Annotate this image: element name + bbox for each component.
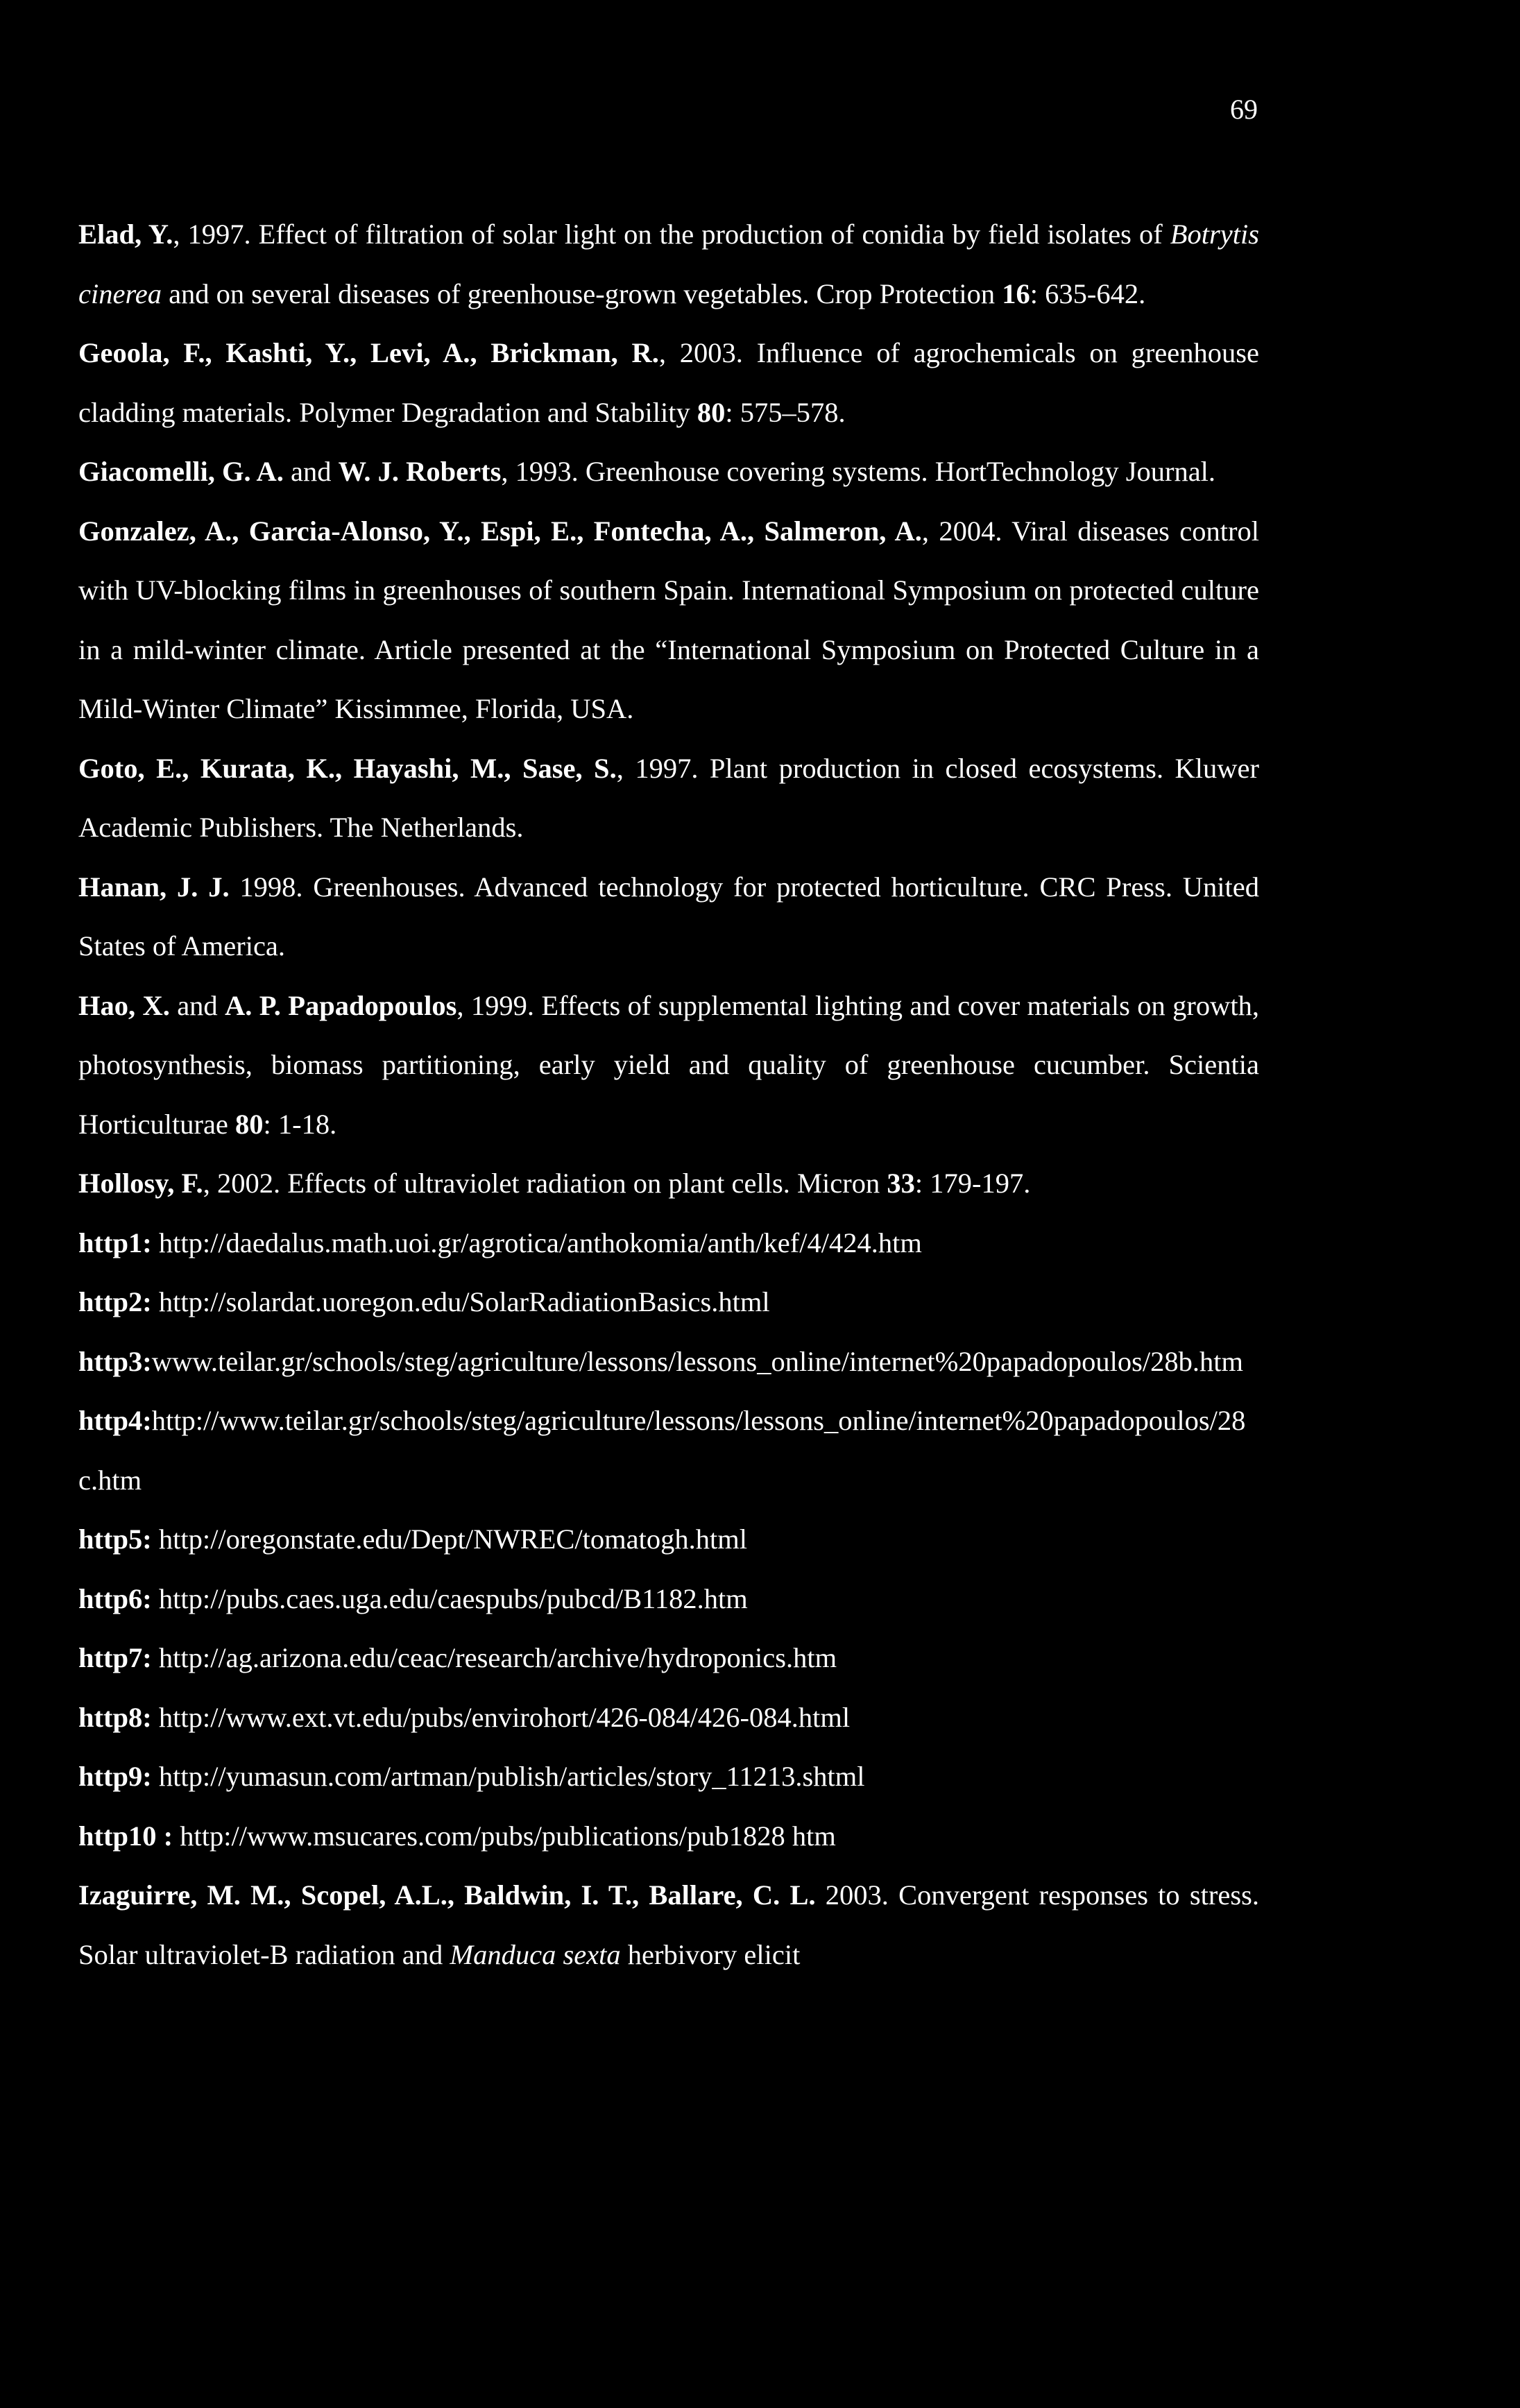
reference-text: herbivory elicit: [620, 1938, 801, 1970]
reference-conjunction: and: [283, 456, 339, 487]
reference-authors: Geoola, F., Kashti, Y., Levi, A., Brickman, R.: [78, 337, 659, 368]
reference-text: , 2003. Influence of agrochemicals on greenhouse cladding materials. Polymer Degradation and Stability: [78, 337, 1259, 428]
reference-volume: 33: [887, 1168, 915, 1199]
web-reference: [78, 1391, 1259, 1510]
reference-pages: : 179-197.: [914, 1168, 1031, 1199]
web-reference-label: http7:: [78, 1642, 152, 1673]
reference-text: 2003. Convergent responses to stress. Solar ultraviolet-B radiation and: [78, 1879, 1259, 1970]
web-reference-url: http://ag.arizona.edu/ceac/research/archive/hydroponics.htm: [151, 1642, 837, 1673]
page-number: 69: [1230, 94, 1258, 125]
reference-authors: W. J. Roberts: [338, 456, 502, 487]
reference-authors: Gonzalez, A., Garcia-Alonso, Y., Espi, E., Fontecha, A., Salmeron, A.: [78, 515, 922, 547]
reference-volume: 16: [1002, 277, 1030, 309]
reference-authors: Goto, E., Kurata, K., Hayashi, M., Sase, S.: [78, 752, 617, 784]
web-reference-url: http://www.msucares.com/pubs/publications/pub1828 htm: [173, 1820, 836, 1852]
reference-authors: Hollosy, F.: [78, 1168, 203, 1199]
web-reference: [78, 1688, 1259, 1748]
web-reference-url: www.teilar.gr/schools/steg/agriculture/lessons/lessons_online/internet%20papadopoulos/28b.htm: [151, 1345, 1244, 1377]
web-reference-url: http://pubs.caes.uga.edu/caespubs/pubcd/B1182.htm: [151, 1582, 748, 1614]
web-reference-label: http3:: [78, 1345, 152, 1377]
web-reference-url: http://yumasun.com/artman/publish/articles/story_11213.shtml: [151, 1761, 865, 1792]
web-reference: [78, 1807, 1259, 1866]
web-reference-label: http5:: [78, 1523, 152, 1555]
web-reference-label: http2:: [78, 1286, 152, 1317]
reference-text: , 1997. Plant production in closed ecosystems. Kluwer Academic Publishers. The Netherlands.: [78, 752, 1259, 843]
reference-volume: 80: [235, 1108, 264, 1140]
reference-text: , 2002. Effects of ultraviolet radiation on plant cells. Micron: [203, 1168, 887, 1199]
reference-entry: [78, 442, 1259, 502]
reference-conjunction: and: [169, 989, 225, 1021]
reference-authors: Hao, X.: [78, 989, 170, 1021]
web-reference: [78, 1569, 1259, 1629]
reference-authors: Giacomelli, G. A.: [78, 456, 284, 487]
web-reference: [78, 1272, 1259, 1332]
web-reference: [78, 1213, 1259, 1273]
web-reference-url: http://oregonstate.edu/Dept/NWREC/tomatogh.html: [151, 1523, 748, 1555]
reference-entry: [78, 323, 1259, 442]
web-reference-url: http://solardat.uoregon.edu/SolarRadiationBasics.html: [151, 1286, 770, 1317]
web-reference-url: http://www.ext.vt.edu/pubs/envirohort/426-084/426-084.html: [151, 1701, 851, 1733]
web-reference-label: http4:: [78, 1405, 152, 1436]
species-name: Manduca sexta: [450, 1938, 621, 1970]
reference-authors: A. P. Papadopoulos: [225, 989, 457, 1021]
reference-entry: [78, 857, 1259, 976]
reference-entry: [78, 1154, 1259, 1213]
web-reference: [78, 1332, 1259, 1392]
web-reference-url: http://www.teilar.gr/schools/steg/agriculture/lessons/lessons_online/internet%20papadopoulos/28c.htm: [78, 1405, 1246, 1496]
reference-entry: [78, 205, 1259, 323]
web-reference-url: http://daedalus.math.uoi.gr/agrotica/anthokomia/anth/kef/4/424.htm: [151, 1227, 922, 1258]
web-reference-label: http1:: [78, 1227, 152, 1258]
web-reference-label: http6:: [78, 1582, 152, 1614]
reference-pages: : 575–578.: [725, 396, 846, 428]
reference-text: and on several diseases of greenhouse-grown vegetables. Crop Protection: [161, 277, 1002, 309]
reference-authors: Elad, Y.: [78, 219, 173, 250]
reference-pages: : 635-642.: [1030, 277, 1146, 309]
species-name: Botrytis cinerea: [78, 219, 1259, 309]
web-reference-label: http9:: [78, 1761, 152, 1792]
reference-list: [78, 205, 1259, 1984]
web-reference: [78, 1747, 1259, 1807]
reference-authors: Hanan, J. J.: [78, 871, 230, 903]
reference-text: , 1993. Greenhouse covering systems. HortTechnology Journal.: [501, 456, 1216, 487]
reference-entry: [78, 739, 1259, 857]
reference-text: , 1999. Effects of supplemental lighting and cover materials on growth, photosynthesis, biomass partitioning, early yield and quality of greenhouse cucumber. Scientia Horticulturae: [78, 989, 1259, 1140]
web-reference-label: http8:: [78, 1701, 152, 1733]
web-reference-label: http10 :: [78, 1820, 173, 1852]
web-reference: [78, 1510, 1259, 1569]
reference-text: 1998. Greenhouses. Advanced technology for protected horticulture. CRC Press. United States of America.: [78, 871, 1259, 962]
web-reference: [78, 1628, 1259, 1688]
reference-pages: : 1-18.: [263, 1108, 337, 1140]
reference-entry: [78, 976, 1259, 1154]
reference-entry: [78, 1865, 1259, 1984]
reference-text: , 2004. Viral diseases control with UV-blocking films in greenhouses of southern Spain. International Symposium on protected culture in a mild-winter climate. Article presented at the “International Symposium on Protected Culture in a Mild-Winter Climate” Kissimmee, Florida, USA.: [78, 515, 1259, 724]
reference-authors: Izaguirre, M. M., Scopel, A.L., Baldwin, I. T., Ballare, C. L.: [78, 1879, 816, 1911]
reference-entry: [78, 502, 1259, 739]
reference-volume: 80: [697, 396, 726, 428]
reference-text: , 1997. Effect of filtration of solar light on the production of conidia by field isolates of: [173, 219, 1170, 250]
